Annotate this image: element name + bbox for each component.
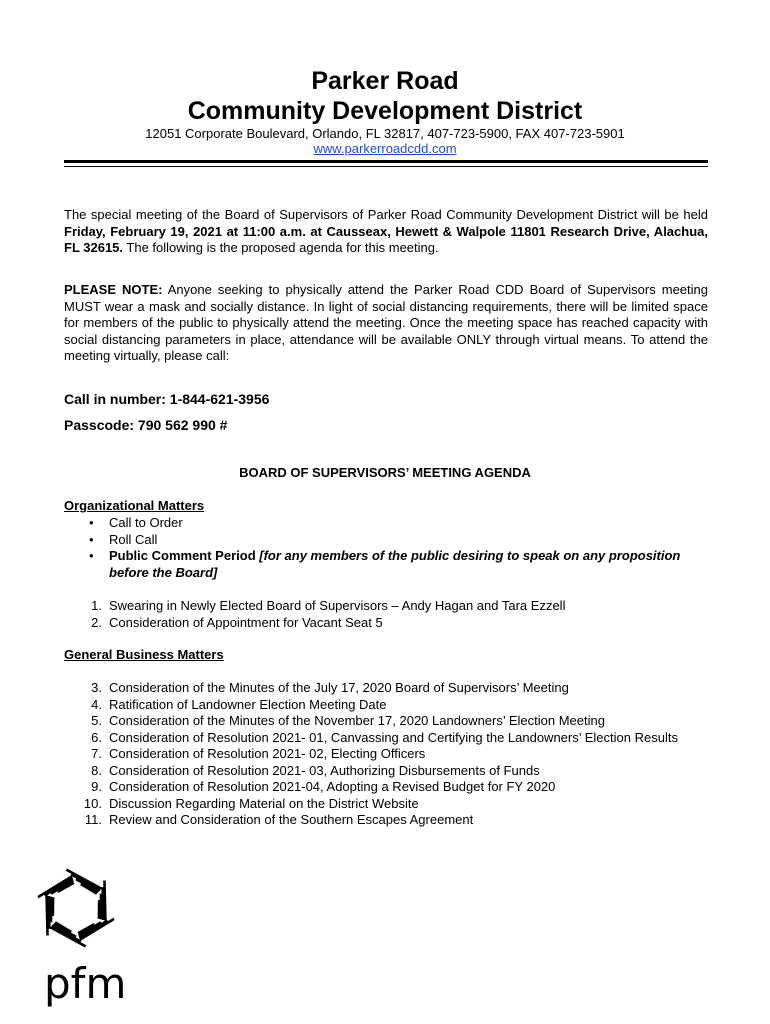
note-text: Anyone seeking to physically attend the Parker Road CDD Board of Supervisors meeting MUST wear a mask and socially distance. In light of social distancing requirements, there will be limited space for members of the public to physically attend the meeting. Once the meeting space has reached capacity with social distancing parameters in place, attendance will be available ONLY through virtual means. To attend the meeting virtually, please call: — [64, 282, 708, 363]
organizational-numbered-list — [64, 598, 708, 631]
bullet-icon: • — [89, 548, 94, 563]
list-item-text: Consideration of Resolution 2021- 01, Canvassing and Certifying the Landowners’ Election Results — [109, 729, 678, 745]
item-number: 4. — [91, 696, 102, 712]
list-item — [64, 746, 708, 763]
list-item — [64, 812, 708, 829]
item-number: 1. — [91, 598, 102, 613]
header-divider-thick — [64, 160, 708, 163]
list-item — [64, 763, 708, 780]
call-in-number: Call in number: 1-844-621-3956 — [64, 391, 270, 407]
list-item-text: Discussion Regarding Material on the District Website — [109, 795, 419, 811]
list-item — [64, 615, 708, 632]
item-number: 2. — [91, 614, 102, 630]
list-item-text: Swearing in Newly Elected Board of Supervisors – Andy Hagan and Tara Ezzell — [109, 598, 566, 613]
public-comment-note: [for any members of the public desiring to speak on any proposition before the Board] — [109, 548, 681, 580]
list-item-text: Consideration of Appointment for Vacant Seat 5 — [109, 614, 383, 630]
item-number: 3. — [91, 680, 102, 695]
list-item — [64, 796, 708, 813]
agenda-title: BOARD OF SUPERVISORS’ MEETING AGENDA — [239, 465, 531, 480]
note-label: PLEASE NOTE: — [64, 282, 163, 297]
intro-text-end: The following is the proposed agenda for this meeting. — [123, 240, 439, 255]
list-item-text: Consideration of Resolution 2021-04, Adopting a Revised Budget for FY 2020 — [109, 779, 556, 794]
passcode: Passcode: 790 562 990 # — [64, 417, 228, 433]
list-item-text: Consideration of Resolution 2021- 03, Authorizing Disbursements of Funds — [109, 762, 540, 778]
bullet-icon: • — [89, 515, 94, 530]
item-number: 10. — [83, 795, 102, 811]
website-line — [0, 141, 770, 157]
intro-text: The special meeting of the Board of Supervisors of Parker Road Community Development District will be held — [64, 207, 708, 222]
intro-paragraph — [64, 207, 708, 257]
list-item — [64, 598, 708, 615]
section-heading-general-business: General Business Matters — [64, 647, 224, 662]
list-item — [64, 730, 708, 747]
list-item — [64, 548, 708, 581]
list-item-text: Consideration of the Minutes of the July 17, 2020 Board of Supervisors’ Meeting — [109, 680, 569, 695]
document-title: Community Development District — [187, 97, 583, 125]
list-item — [64, 532, 708, 549]
item-number: 6. — [91, 729, 102, 745]
list-item-text: Ratification of Landowner Election Meeting Date — [109, 696, 387, 712]
list-item-text: Call to Order — [109, 515, 183, 530]
list-item-text: Roll Call — [109, 531, 158, 547]
district-address: 12051 Corporate Boulevard, Orlando, FL 32817, 407-723-5900, FAX 407-723-5901 — [145, 126, 625, 141]
website-link[interactable]: www.parkerroadcdd.com — [313, 141, 457, 156]
item-number: 5. — [91, 713, 102, 728]
list-item — [64, 515, 708, 532]
item-number: 8. — [91, 762, 102, 778]
list-item — [64, 779, 708, 796]
organizational-bullet-list — [64, 515, 708, 581]
public-comment-label: Public Comment Period — [109, 548, 256, 563]
note-paragraph — [64, 282, 708, 365]
list-item — [64, 680, 708, 697]
list-item-text: Review and Consideration of the Southern Escapes Agreement — [109, 812, 474, 827]
item-number: 9. — [91, 779, 102, 794]
list-item — [64, 697, 708, 714]
general-business-numbered-list — [64, 680, 708, 829]
pfm-logo-icon — [36, 868, 116, 948]
section-heading-organizational: Organizational Matters — [64, 498, 205, 513]
list-item-text: Consideration of the Minutes of the November 17, 2020 Landowners’ Election Meeting — [109, 713, 605, 728]
district-name: Parker Road — [311, 67, 459, 95]
bullet-icon: • — [89, 531, 94, 547]
item-number: 7. — [91, 746, 102, 761]
pfm-logo-text: pfm — [44, 959, 127, 1008]
list-item-text: Consideration of Resolution 2021- 02, Electing Officers — [109, 746, 426, 761]
meeting-details: Friday, February 19, 2021 at 11:00 a.m. at Causseax, Hewett & Walpole 11801 Research Drive, Alachua, FL 32615. — [64, 223, 708, 255]
header-divider-thin — [64, 166, 708, 167]
list-item — [64, 713, 708, 730]
item-number: 11. — [84, 812, 102, 827]
